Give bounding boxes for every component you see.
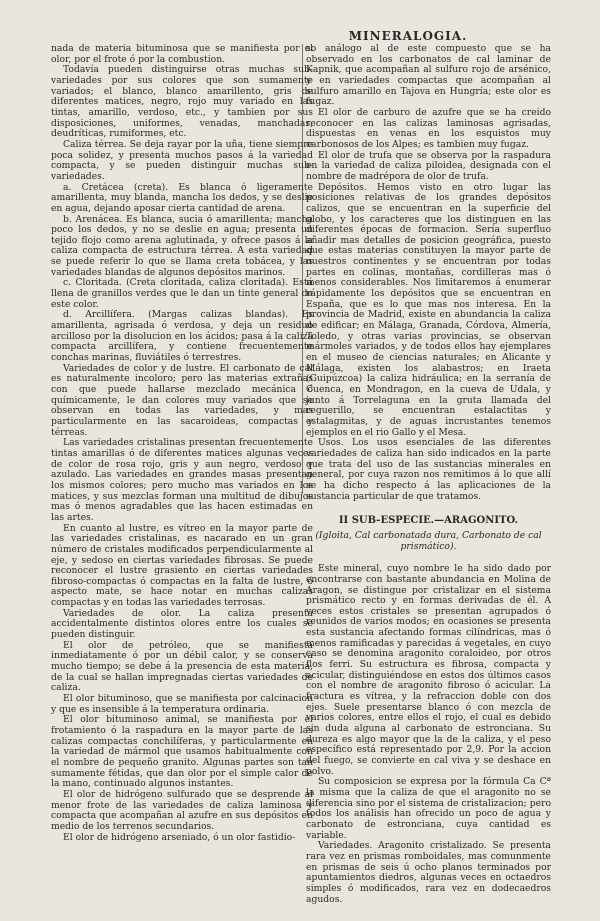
right-column	[306, 44, 551, 905]
paragraph: b. Arenácea. Es blanca, sucia ó amarillenta; mancha poco los dedos, y no se deslie en agua; presenta un tejido flojo como arena aglutinada, y ofrece pasos á la caliza compacta de estructura térrea. A esta variedad se puede referir lo que se llama creta tobácea, y las variedades blandas de algunos depósitos marinos.	[51, 213, 313, 278]
paragraph: Usos. Los usos esenciales de las diferentes variedades de caliza han sido indicados en la parte que trata del uso de las sustancias minerales en general, por cuya razon nos remitimos á lo que allí se ha dicho respecto á las aplicaciones de la sustancia particular de que tratamos.	[306, 437, 551, 502]
running-header: MINERALOGIA.	[348, 29, 468, 43]
paragraph: a. Cretácea (creta). Es blanca ó ligeramente amarillenta, muy blanda, mancha los dedos, y se deslie en agua, dejando aposar cierta cantidad de arena.	[51, 181, 313, 214]
paragraph: En cuanto al lustre, es vítreo en la mayor parte de las variedades cristalinas, es nacarado en un gran número de cristales modificados perpendicularmente al eje, y sedoso en ciertas variedades fibrosas. Se puede reconocer el lustre grasiento en ciertas variedades fibroso-compactas ó compactas en la falta de lustre, ó aspecto mate, se hace notar en muchas calizas compactas y en todas las variedades terrosas.	[51, 522, 313, 609]
paragraph: so análogo al de este compuesto que se ha observado en los carbonatos de cal laminar de Kapnik, que acompañan al sulfuro rojo de arsénico, y en variedades compactas que acompañan al sulfuro amarillo en Tajova en Hungría; este olor es fugaz.	[306, 43, 551, 108]
paragraph: Caliza térrea. Se deja rayar por la uña, tiene siempre poca solidez, y presenta muchos pasos á la variedad compacta, y se pueden distinguir muchas sub-variedades.	[51, 138, 313, 182]
paragraph: El olor bituminoso animal, se manifiesta por el frotamiento ó la raspadura en la mayor parte de las calizas compactas conchilíferas, y particularmente en la variedad de mármol que usamos habitualmente con el nombre de pequeño granito. Algunas partes son tan sumamente fétidas, que dan olor por el simple calor de la mano, continuado algunos instantes.	[51, 714, 313, 790]
paragraph: Variedades de color y de lustre. El carbonato de cal es naturalmente incoloro; pero las materias extrañas con que puede hallarse mezclado mecánica ó químicamente, le dan colores muy variados que se observan en todas las variedades, y mas particularmente en las sacaroideas, compactas y térreas.	[51, 362, 313, 438]
paragraph: El olor de hidrógeno sulfurado que se desprende al menor frote de las variedades de caliza laminosa y compacta que acompañan al azufre en sus depósitos en medio de los terrenos secundarios.	[51, 788, 313, 832]
paragraph: Depósitos. Hemos visto en otro lugar las posiciones relativas de los grandes depósitos calizos, que se encuentran en la superficie del globo, y los caracteres que los distinguen en las diferentes épocas de formacion. Sería superfluo añadir mas detalles de posicion geográfica, puesto que estas materias constituyen la mayor parte de nuestros continentes y se encuentran por todas partes en colinas, montañas, cordilleras mas ó menos considerables. Nos limitaremos á enumerar rápidamente los depósitos que se encuentran en España, que es lo que mas nos interesa. En la provincia de Madrid, existe en abundancia la caliza de edificar; en Málaga, Granada, Córdova, Almería, Toledo, y otras varias provincias, se observan mármoles variados, y de todos ellos hay ejemplares en el museo de ciencias naturales; en Alicante y Málaga, existen los alabastros; en Iraeta (Guipúzcoa) la caliza hidráulica; en la serranía de Cuenca, en Mondragon, en la cueva de Udala, y junto á Torrelaguna en la gruta llamada del reguerillo, se encuentran estalactitas y estalagmitas, y de aguas incrustantes tenemos ejemplos en el rio Gallo y el Mesa.	[306, 181, 551, 438]
paragraph: Las variedades cristalinas presentan frecuentemente tintas amarillas ó de diferentes matices algunas veces de color de rosa rojo, gris y aun negro, verdoso y azulado. Las variedades en grandes masas presentan los mismos colores; pero mucho mas variados en los matices, y sus mezclas forman una multitud de dibujos mas ó menos agradables que las hacen estimadas en las artes.	[51, 437, 313, 523]
paragraph: El olor de petróleo, que se manifiesta inmediatamente ó por un débil calor, y se conserva mucho tiempo; se debe á la presencia de esta materia, de la cual se hallan impregnadas ciertas variedades de caliza.	[51, 639, 313, 694]
paragraph: Este mineral, cuyo nombre le ha sido dado por encontrarse con bastante abundancia en Molina de Aragon, se distingue por cristalizar en el sistema prismático recto y en formas derivadas de él. A veces estos cristales se presentan agrupados ó reunidos de varios modos; en ocasiones se presenta esta sustancia afectando formas cilíndricas, mas ó menos ramificadas y parecidas á vegetales, en cuyo caso se denomina aragonito coraloideo, por otros flos ferri. Su estructura es fibrosa, compacta y acicular, distinguiéndose en estos dos últimos casos con el nombre de aragonito fibroso ó acicular. La fractura es vítrea, y la refraccion doble con dos ejes. Suele presentarse blanco ó con mezcla de varios colores, entre ellos el rojo, el cual es debido sin duda alguna al carbonato de estronciana. Su dureza es algo mayor que la de la caliza, y el peso específico está representado por 2,9. Por la accion del fuego, se convierte en cal viva y se deshace en polvo.	[306, 563, 551, 777]
paragraph: Variedades de olor. La caliza presenta accidentalmente distintos olores entre los cuales se pueden distinguir.	[51, 607, 313, 641]
paragraph: Su composicion se expresa por la fórmula Ca Cª la misma que la caliza de que el aragonito no se diferencia sino por el sistema de cristalizacion; pero todos los análisis han ofrecido un poco de agua y carbonato de estronciana, cuya cantidad es variable.	[306, 776, 551, 841]
paragraph: El olor bituminoso, que se manifiesta por calcinacion y que es insensible á la temperatura ordinaria.	[51, 693, 313, 715]
paragraph: El olor de carburo de azufre que se ha creido reconocer en las calizas laminosas agrisadas, dispuestas en venas en los esquistos muy carbonosos de los Alpes; es tambien muy fugaz.	[306, 106, 551, 150]
paragraph: d. Arcillífera. (Margas calizas blandas). Es amarillenta, agrisada ó verdosa, y deja un residuo arcilloso por la disolucion en los ácidos; pasa á la caliza compacta arcillífera, y contiene frecuentemente conchas marinas, fluviátiles ó terrestres.	[51, 309, 313, 364]
paragraph: El olor de trufa que se observa por la raspadura en la variedad de caliza piloidea, designada con el nombre de madrépora de olor de trufa.	[306, 149, 551, 182]
section-heading: II SUB-ESPECIE.—ARAGONITO.	[338, 515, 519, 527]
paragraph: nada de materia bituminosa que se manifiesta por el olor, por el frote ó por la combustion.	[51, 43, 313, 65]
paragraph: El olor de hidrógeno arseniado, ó un olor fastidio-	[63, 831, 296, 843]
paragraph: c. Cloritada. (Creta cloritada, caliza cloritada). Está llena de granillos verdes que le dan un tinte general de este color.	[51, 277, 313, 310]
left-column	[51, 44, 313, 843]
paragraph: Variedades. Aragonito cristalizado. Se presenta rara vez en prismas romboidales, mas comunmente en prismas de seis ú ocho planos terminados por apuntamientos diedros, algunas veces en octaedros simples ó modificados, rara vez en dodecaedros agudos.	[306, 840, 551, 905]
section-subtitle: (Igloita, Cal carbonatada dura, Carbonato de cal prismático).	[315, 529, 542, 552]
paragraph: Todavía pueden distinguirse otras muchas sub-variedades por sus colores que son sumamente variados; el blanco, blanco amarillento, gris de diferentes matices, negro, rojo muy variado en las tintas, amarillo, verdoso, etc., y tambien por sus disposiciones, uniformes, venadas, manchadas, deudríticas, rumiformes, etc.	[51, 64, 313, 140]
